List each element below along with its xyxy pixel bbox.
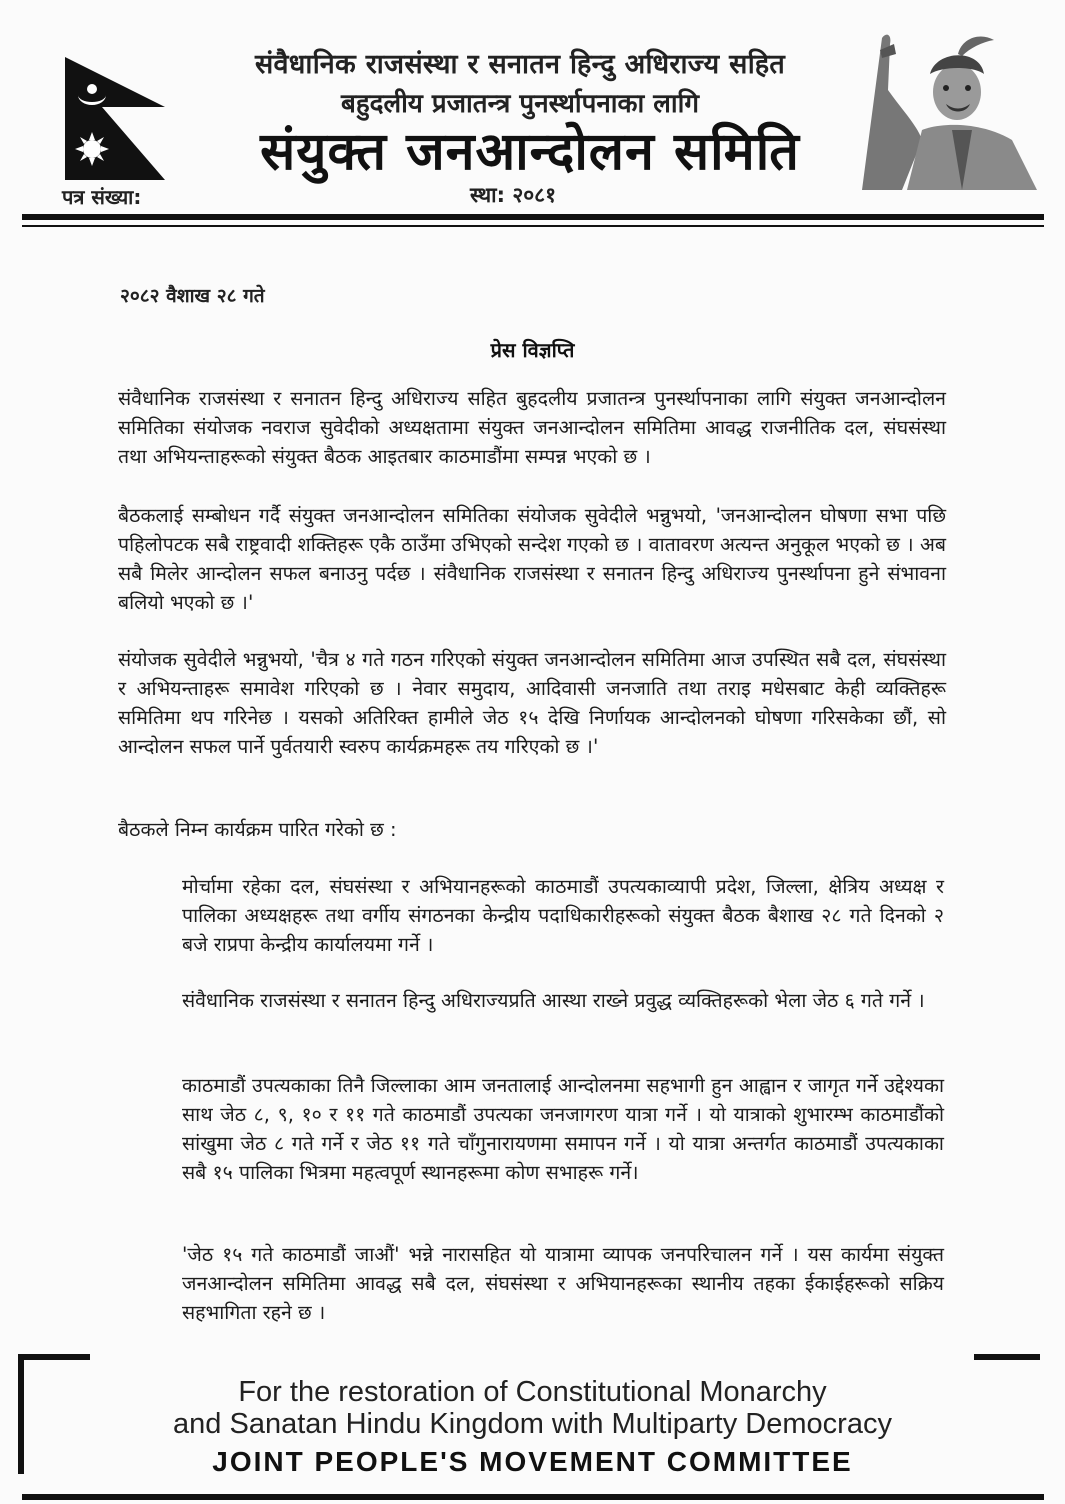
footer-english-line-1: For the restoration of Constitutional Monarchy — [238, 1376, 827, 1408]
letterhead-line-2: बहुदलीय प्रजातन्त्र पुनर्स्थापनाका लागि — [340, 89, 699, 119]
letterhead-line-1: संवैधानिक राजसंस्था र सनातन हिन्दु अधिराज्य सहित — [254, 49, 786, 80]
organization-title: संयुक्त जनआन्दोलन समिति — [260, 122, 800, 182]
paragraph-2: बैठकलाई सम्बोधन गर्दै संयुक्त जनआन्दोलन समितिका संयोजक सुवेदीले भन्नुभयो, 'जनआन्दोलन घोषणा सभा पछि पहिलोपटक सबै राष्ट्रवादी शक्तिहरू एकै ठाउँमा उभिएको सन्देश गएको छ । वातावरण अत्यन्त अनुकूल भएको छ । अब सबै मिलेर आन्दोलन सफल बनाउनु पर्दछ । संवैधानिक राजसंस्था र सनातन हिन्दु अधिराज्य पुनर्स्थापना हुने संभावना बलियो भएको छ ।' — [118, 504, 946, 614]
paragraph-1: संवैधानिक राजसंस्था र सनातन हिन्दु अधिराज्य सहित बुहदलीय प्रजातन्त्र पुनर्स्थापनाका लागि संयुक्त जनआन्दोलन समितिका संयोजक नवराज सुवेदीको अध्यक्षतामा संयुक्त जनआन्दोलन समितिमा आवद्ध राजनीतिक दल, संघसंस्था तथा अभियन्ताहरूको संयुक्त बैठक आइतबार काठमाडौंमा सम्पन्न भएको छ । — [118, 387, 946, 468]
letter-date: २०८२ वैशाख २८ गते — [120, 285, 265, 307]
footer-divider — [22, 1494, 1044, 1500]
paragraph-3: संयोजक सुवेदीले भन्नुभयो, 'चैत्र ४ गते गठन गरिएको संयुक्त जनआन्दोलन समितिमा आज उपस्थित सबै दल, संघसंस्था र अभियन्ताहरू समावेश गरिएको छ । नेवार समुदाय, आदिवासी जनजाति तथा तराइ मधेसबाट केही व्यक्तिहरू समितिमा थप गरिनेछ । यसको अतिरिक्त हामीले जेठ १५ देखि निर्णायक आन्दोलनको घोषणा गरिसकेका छौं, सो आन्दोलन सफल पार्ने पुर्वतयारी स्वरुप कार्यक्रमहरू तय गरिएको छ ।' — [118, 648, 946, 758]
program-item-4: 'जेठ १५ गते काठमाडौं जाऔं' भन्ने नारासहित यो यात्रामा व्यापक जनपरिचालन गर्ने । यस कार्यमा संयुक्त जनआन्दोलन समितिमा आवद्ध सबै दल, संघसंस्था र अभियानहरूका स्थानीय तहका ईकाईहरूको सक्रिय सहभागिता रहने छ । — [182, 1243, 944, 1324]
header-divider-thick — [22, 214, 1044, 220]
paragraph-4: बैठकले निम्न कार्यक्रम पारित गरेको छ : — [118, 818, 397, 841]
established-year: स्था: २०८१ — [470, 183, 556, 207]
footer-corner-left — [18, 1354, 90, 1360]
footer-english-line-2: and Sanatan Hindu Kingdom with Multiparty Democracy — [173, 1408, 892, 1440]
program-item-1: मोर्चामा रहेका दल, संघसंस्था र अभियानहरूको काठमाडौं उपत्यकाव्यापी प्रदेश, जिल्ला, क्षेत्रिय अध्यक्ष र पालिका अध्यक्षहरू तथा वर्गीय संगठनका केन्द्रीय पदाधिकारीहरूको संयुक्त बैठक बैशाख २८ गते दिनको २ बजे राप्रपा केन्द्रीय कार्यालयमा गर्ने । — [182, 875, 944, 956]
header-divider-thin — [22, 225, 1044, 227]
nepal-flag-icon — [60, 55, 170, 185]
footer-organization-name: JOINT PEOPLE'S MOVEMENT COMMITTEE — [212, 1446, 853, 1477]
program-item-2: संवैधानिक राजसंस्था र सनातन हिन्दु अधिराज्यप्रति आस्था राख्ने प्रवुद्ध व्यक्तिहरूको भेला जेठ ६ गते गर्ने । — [182, 989, 925, 1012]
king-portrait-icon — [862, 30, 1037, 190]
reference-number-label: पत्र संख्या: — [62, 185, 142, 209]
press-release-heading: प्रेस विज्ञप्ति — [490, 338, 575, 362]
footer-corner-right — [974, 1354, 1040, 1360]
program-item-3: काठमाडौं उपत्यकाका तिनै जिल्लाका आम जनतालाई आन्दोलनमा सहभागी हुन आह्वान र जागृत गर्ने उद्देश्यका साथ जेठ ८, ९, १० र ११ गते काठमाडौं उपत्यका जनजागरण यात्रा गर्ने । यो यात्राको शुभारम्भ काठमाडौंको सांखुमा जेठ ८ गते गर्ने र जेठ ११ गते चाँगुनारायणमा समापन गर्ने । यो यात्रा अन्तर्गत काठमाडौं उपत्यकाका सबै १५ पालिका भित्रमा महत्वपूर्ण स्थानहरूमा कोण सभाहरू गर्ने। — [182, 1074, 944, 1184]
